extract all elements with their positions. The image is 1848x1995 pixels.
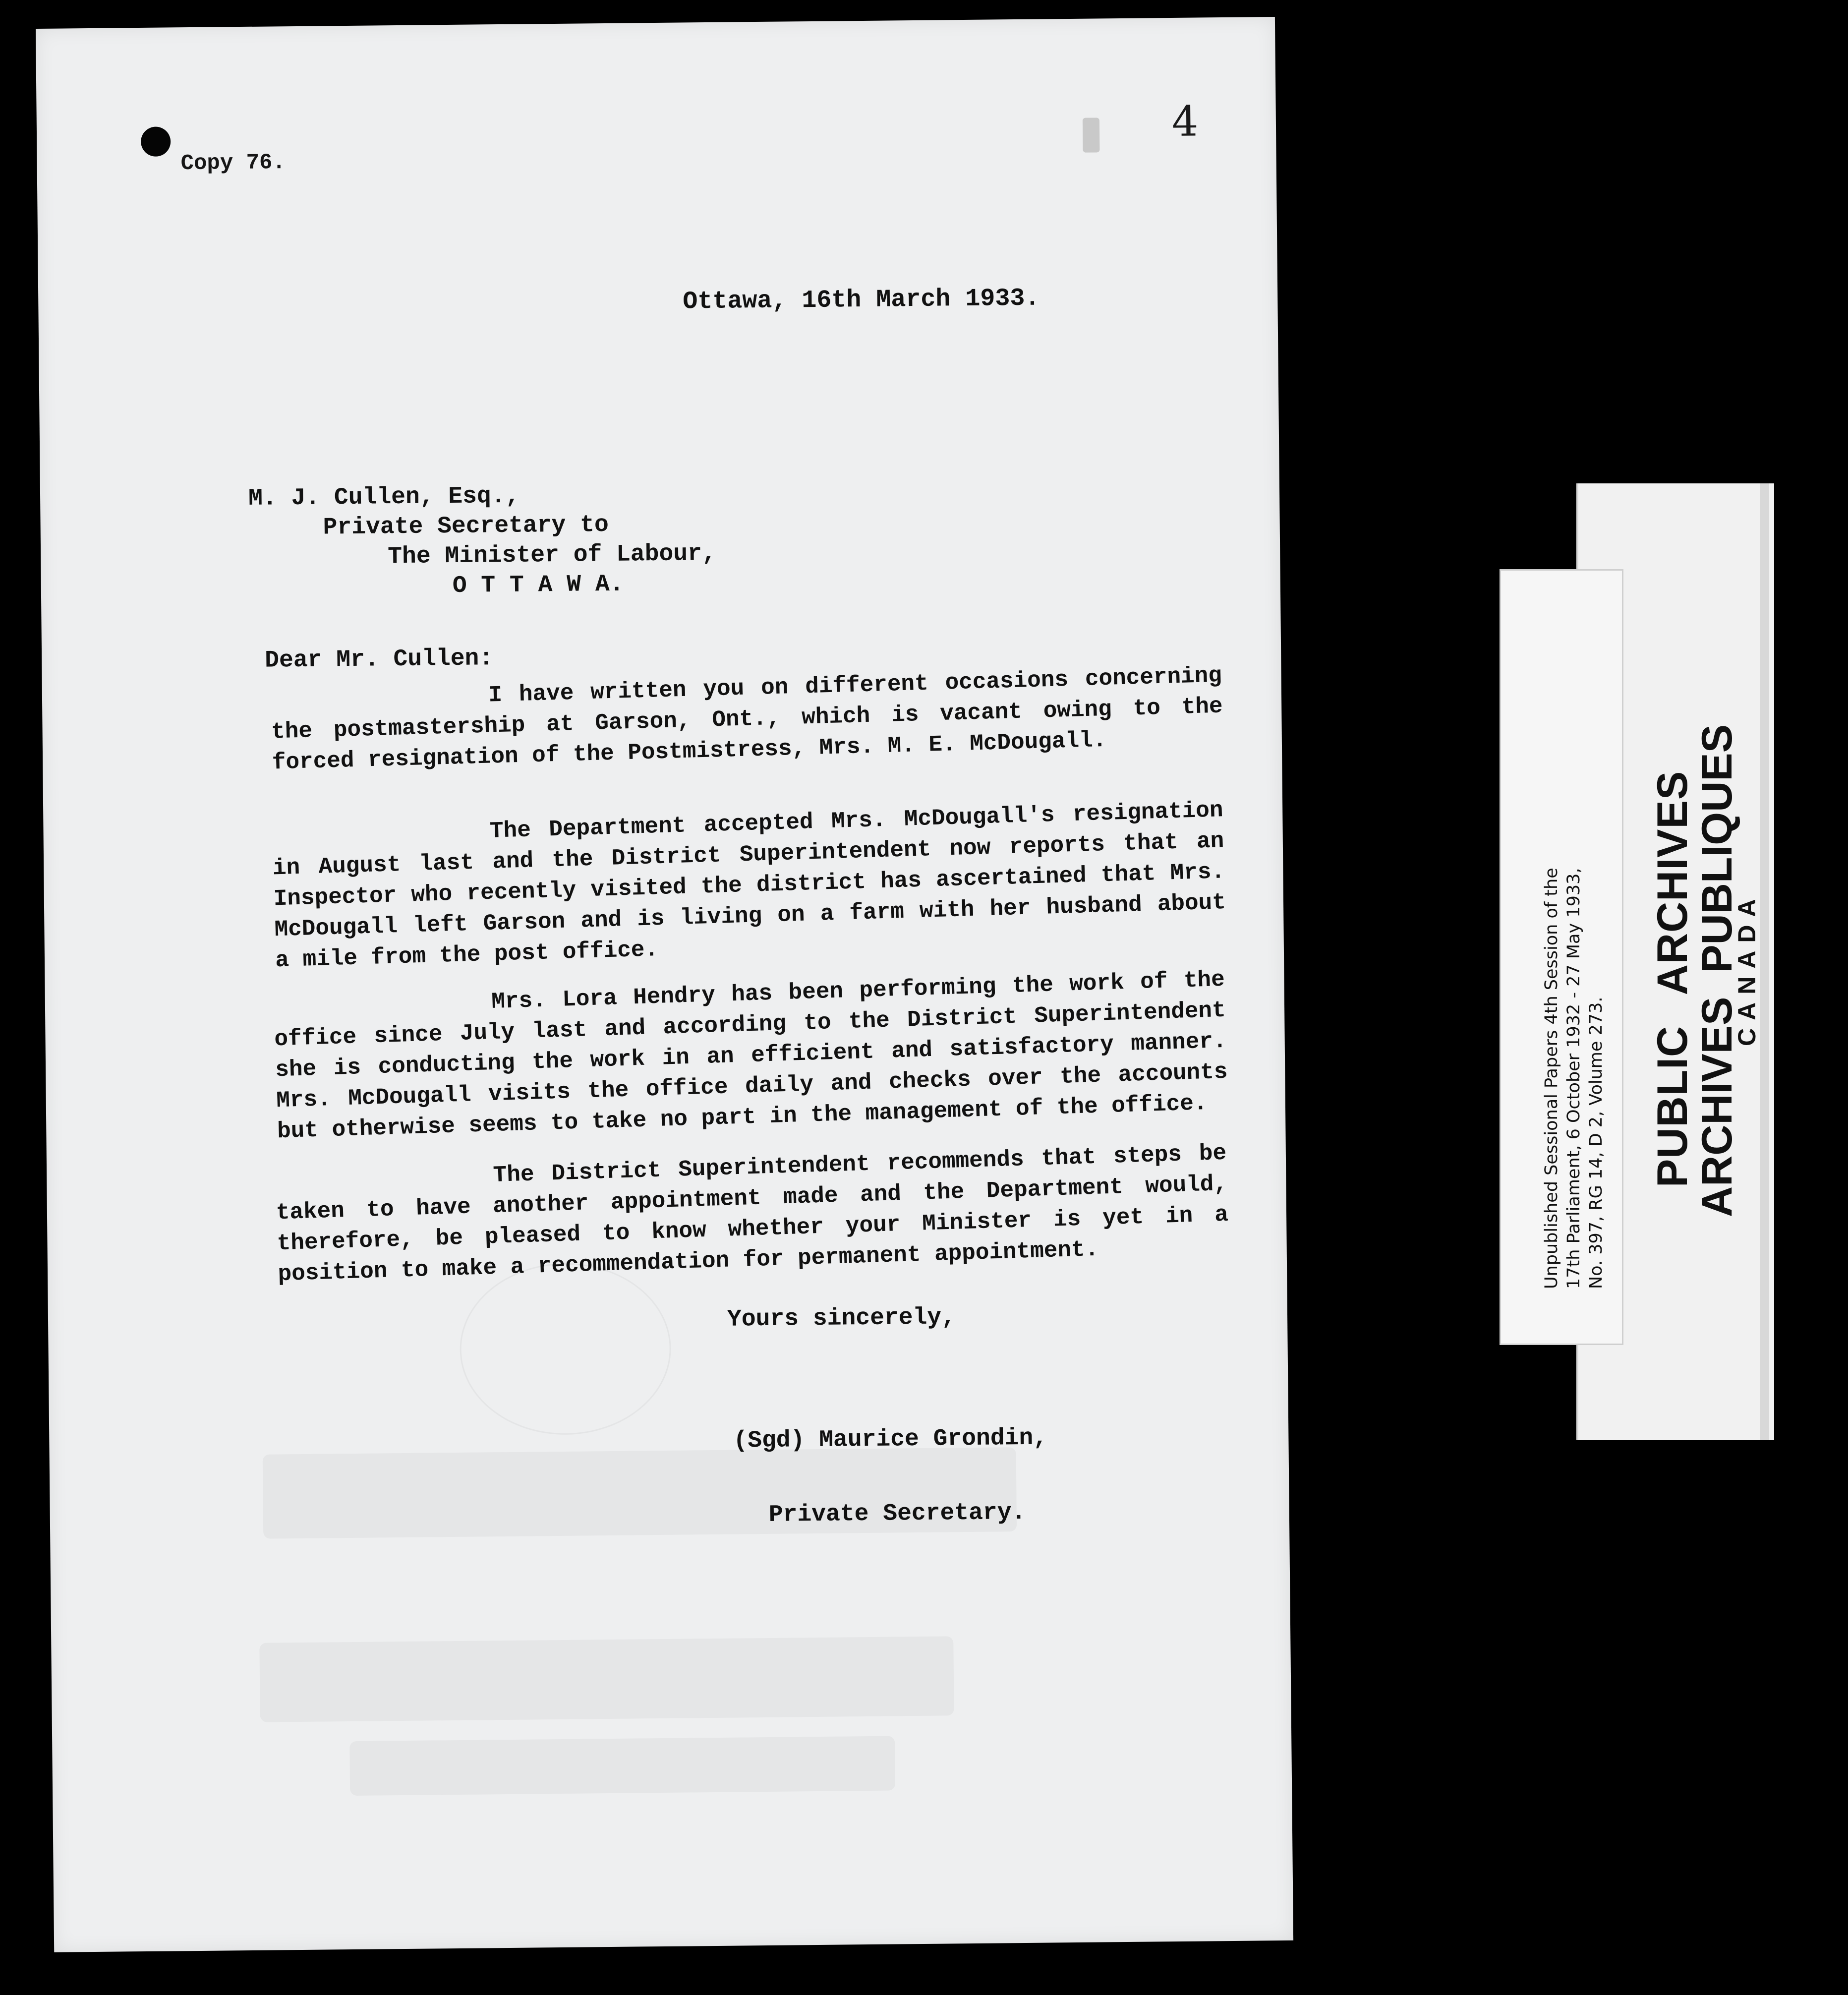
body-paragraph-4: The District Superintendent recommends that steps be taken to have another appointment made and the Department would, therefore, be pleased to know whether your Minister is yet in a position to make a recommendation for permanent appointment. [276,1140,1229,1288]
archives-publiques-heading: ARCHIVES PUBLIQUES [1693,724,1741,1217]
label-card-edge [1760,483,1769,1440]
bleed-through-text [349,1736,895,1796]
copy-label: Copy 76. [180,150,286,176]
folio-stamp-mark [1083,117,1100,152]
body-paragraph-1: I have written you on different occasions concerning the postmastership at Garson, Ont., which is vacant owing to the forced resignation of the Postmistress, Mrs. M. E. McDougall. [271,662,1223,776]
faint-seal-impression [459,1262,672,1436]
recipient-office: The Minister of Labour, [387,540,717,571]
archive-caption: Unpublished Sessional Papers 4th Session of the 17th Parliament, 6 October 1932 - 27 May 1933, No. 397, RG 14, D 2, Volume 273. [1542,868,1606,1289]
bleed-through-text [259,1636,954,1722]
bleed-through-text [263,1447,1017,1539]
signature-line: (Sgd) Maurice Grondin, [733,1424,1048,1455]
salutation: Dear Mr. Cullen: [264,645,494,674]
recipient-city: O T T A W A. [452,571,624,599]
folio-number: 4 [1171,97,1199,146]
recipient-name: M. J. Cullen, Esq., [248,482,520,512]
body-paragraph-3: Mrs. Lora Hendry has been performing the work of the office since July last and according to the District Superintendent she is conducting the work in an efficient and satisfactory manner. Mrs. McDougall visits the office daily and checks over the accounts but otherwise seems to take no part in the management of the office. [274,966,1228,1145]
letter-sheet [36,17,1293,1952]
complimentary-close: Yours sincerely, [727,1304,956,1333]
public-archives-heading: PUBLIC ARCHIVES [1649,770,1696,1187]
punch-hole [141,126,171,157]
canada-heading: CANADA [1733,891,1761,1046]
body-paragraph-2: The Department accepted Mrs. McDougall's resignation in August last and the District Superintendent now reports that an Inspector who recently visited the district has ascertained that Mrs. McDougall left Garson and is living on a farm with her husband about a mile from the post office. [272,797,1226,974]
recipient-title: Private Secretary to [323,511,609,541]
dateline: Ottawa, 16th March 1933. [683,284,1040,316]
signature-title: Private Secretary. [768,1499,1026,1528]
